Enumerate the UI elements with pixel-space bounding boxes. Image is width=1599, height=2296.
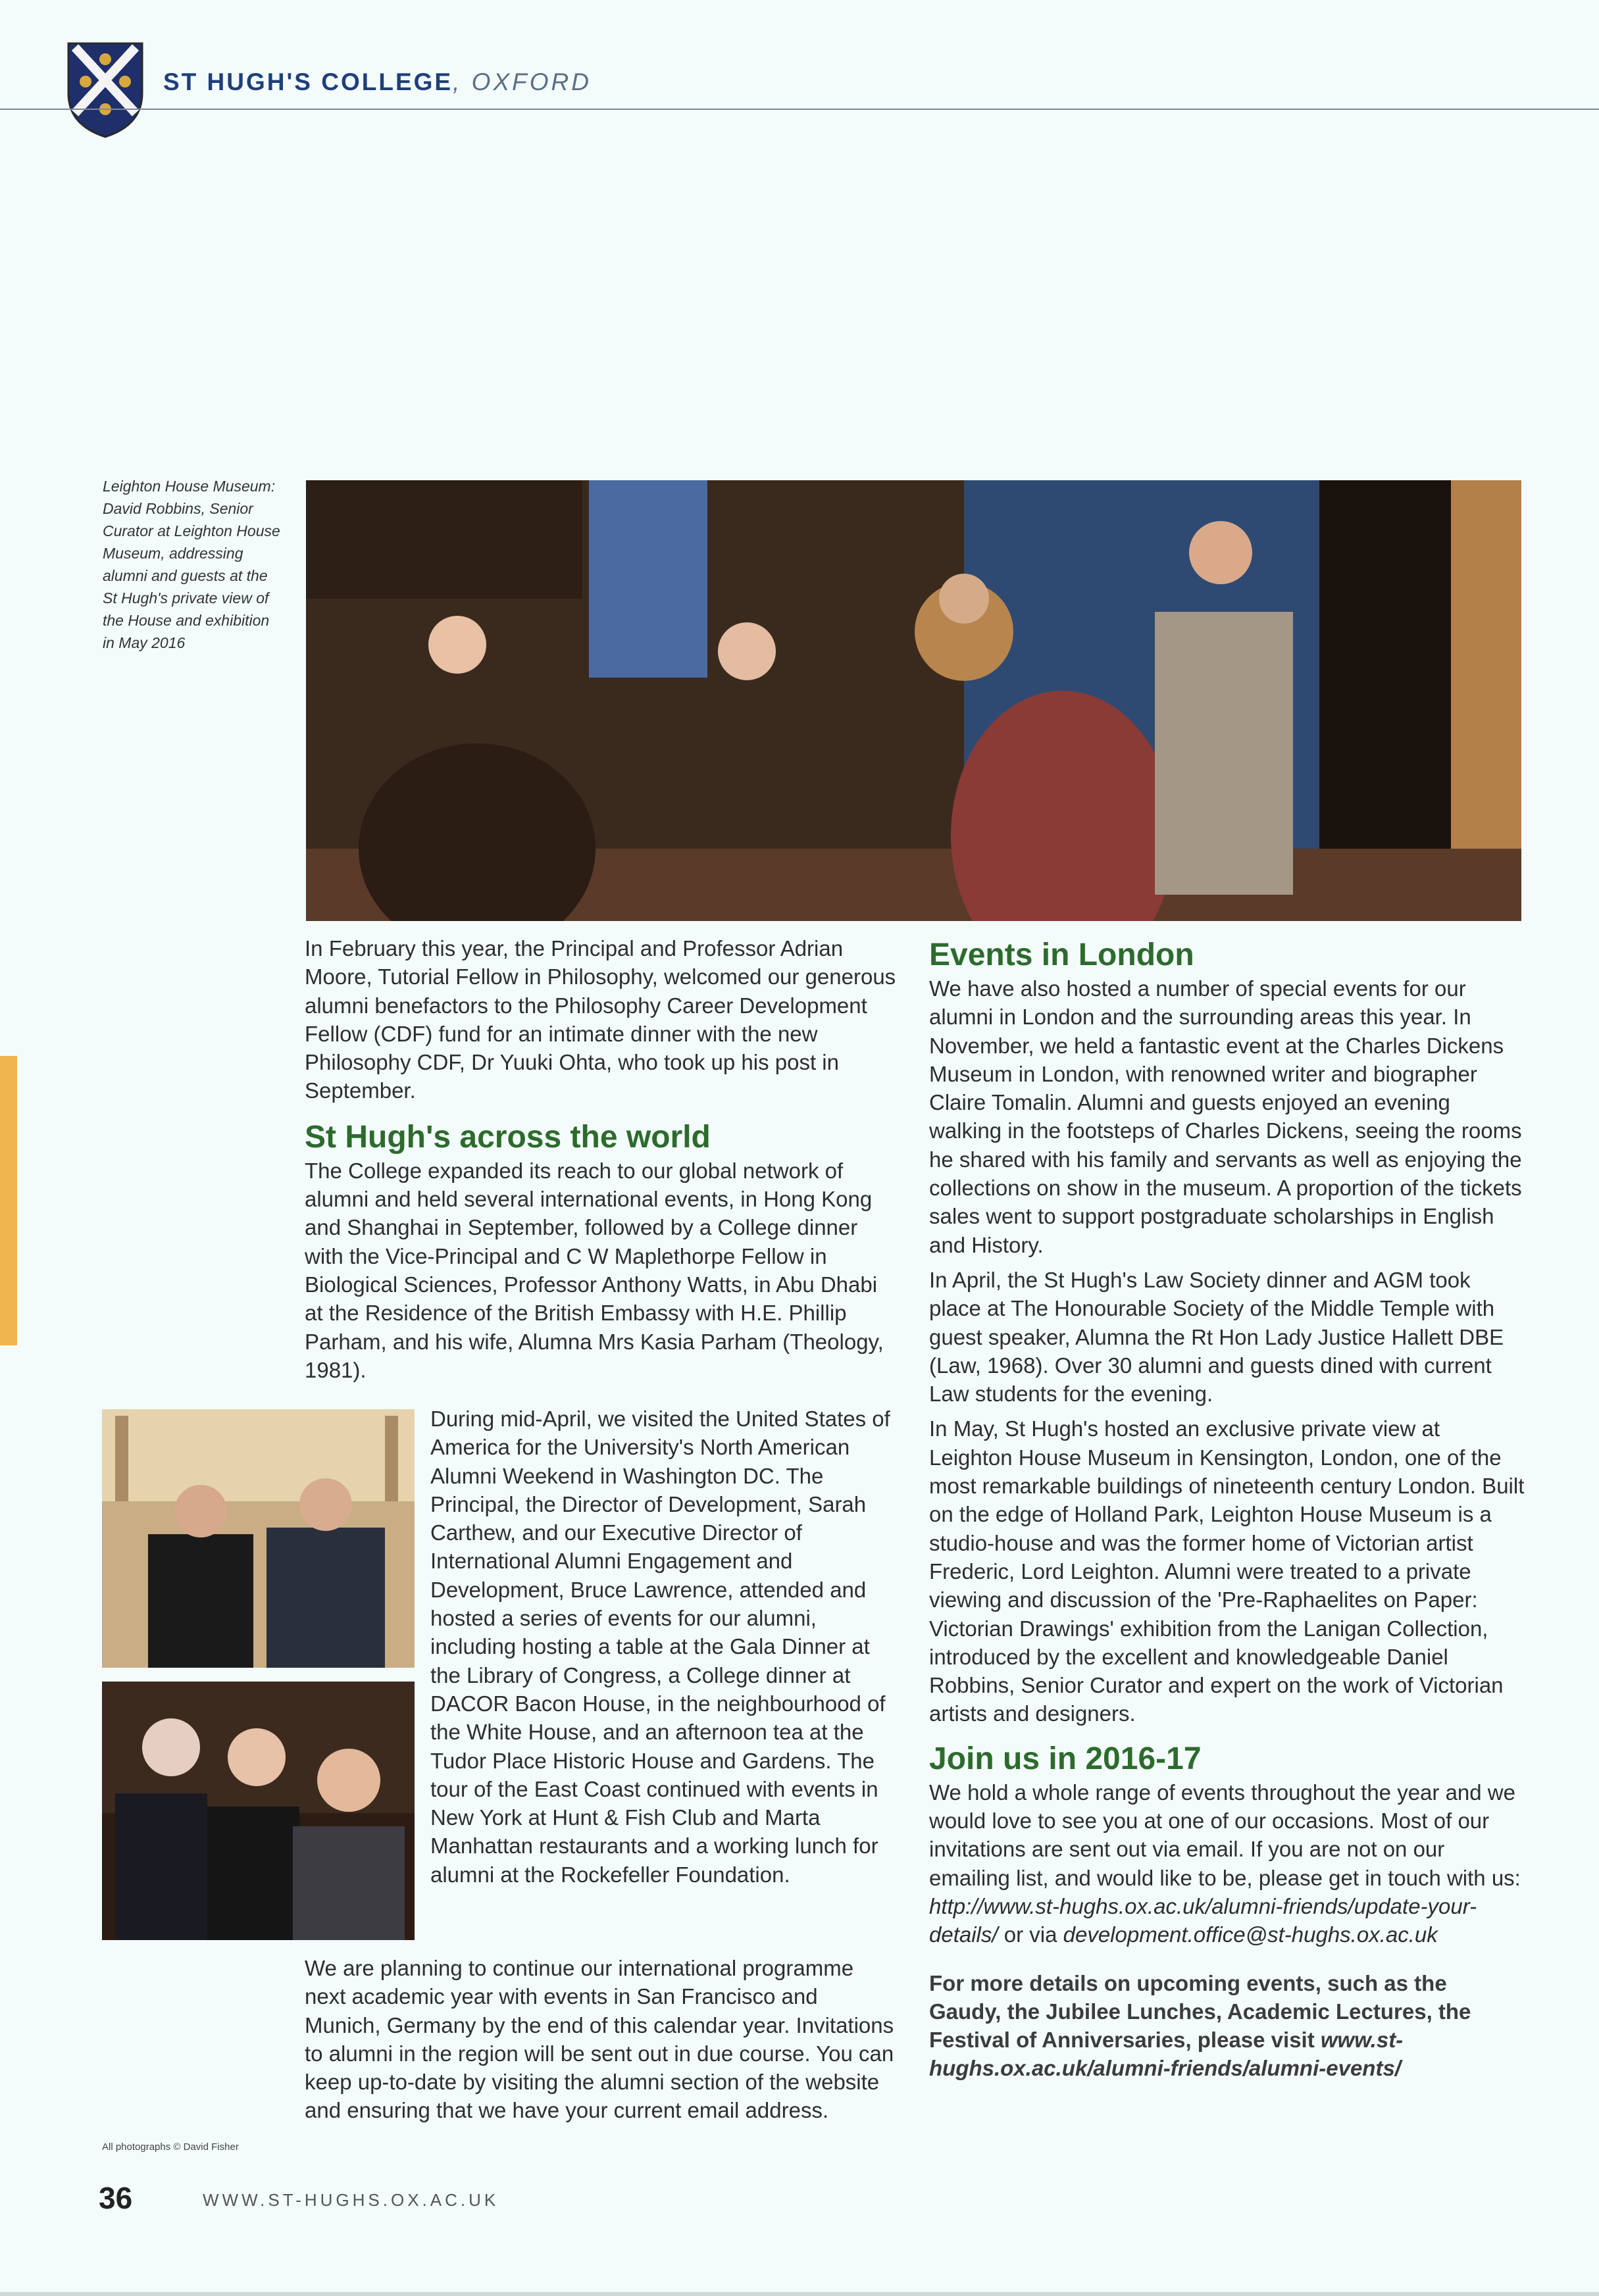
- left-column: [305, 934, 897, 1384]
- footer-url[interactable]: WWW.ST-HUGHS.OX.AC.UK: [203, 2190, 499, 2210]
- bottom-edge: [0, 2292, 1599, 2296]
- leighton-house-photo: [306, 480, 1521, 921]
- section-heading-london: Events in London: [929, 937, 1194, 972]
- photo-caption: Leighton House Museum: David Robbins, Senior Curator at Leighton House Museum, addressing alumni and guests at the St Hugh's private view of the House and exhibition in May 2016: [103, 478, 280, 651]
- plans-paragraph: We are planning to continue our international programme next academic year with events in San Francisco and Munich, Germany by the end of this calendar year. Invitations to alumni in the region will be sent out in due course. You can keep up-to-date by visiting the alumni section of the website and ensuring that we have your current email address.: [305, 1956, 894, 2123]
- cta-text: For more details on upcoming events, such as the Gaudy, the Jubilee Lunches, Academic Lectures, the Festival of Anniversaries, please visit: [929, 1970, 1471, 2053]
- photo-credit: All photographs © David Fisher: [102, 2141, 239, 2153]
- london-paragraph-1: We have also hosted a number of special events for our alumni in London and the surrounding areas this year. In November, we held a fantastic event at the Charles Dickens Museum in London, with renowned writer and biographer Claire Tomalin. Alumni and guests enjoyed an evening walking in the footsteps of Charles Dickens, seeing the rooms he shared with his family and servants as well as enjoying the collections on show in the museum. A proportion of the tickets sales went to support postgraduate scholarships in English and History.: [929, 976, 1522, 1257]
- world-paragraph: The College expanded its reach to our global network of alumni and held several international events, in Hong Kong and Shanghai in September, followed by a College dinner with the Vice-Principal and C W Maplethorpe Fellow in Biological Sciences, Professor Anthony Watts, in Abu Dhabi at the Residence of the British Embassy with H.E. Phillip Parham, and his wife, Alumna Mrs Kasia Parham (Theology, 1981).: [305, 1158, 884, 1382]
- section-heading-world: St Hugh's across the world: [305, 1119, 711, 1155]
- join-text: We hold a whole range of events throughout the year and we would love to see you at one of our occasions. Most of our invitations are sent out via email. If you are not on our emailing list, and would like to be, please get in touch with us:: [929, 1780, 1521, 1890]
- development-email-link[interactable]: development.office@st-hughs.ox.ac.uk: [1063, 1922, 1438, 1947]
- events-cta: [929, 1969, 1525, 2083]
- us-column: [430, 1405, 898, 1889]
- join-or-text: or via: [998, 1922, 1063, 1947]
- right-column: [929, 936, 1525, 2083]
- new-york-photo: [102, 1682, 415, 1940]
- london-paragraph-3: In May, St Hugh's hosted an exclusive private view at Leighton House Museum in Kensington, London, one of the most remarkable buildings of nineteenth century London. Built on the edge of Holland Park, Leighton House Museum is a studio-house and was the former home of Victorian artist Frederic, Lord Leighton. Alumni were treated to a private viewing and discussion of the 'Pre-Raphaelites on Paper: Victorian Drawings' exhibition from the Lanigan Collection, introduced by the excellent and knowledgeable Daniel Robbins, Senior Curator and expert on the work of Victorian artists and designers.: [929, 1416, 1525, 1726]
- college-title: [163, 68, 592, 96]
- washington-photo: [102, 1409, 415, 1668]
- alumni-events-link[interactable]: www.st-hughs.ox.ac.uk/alumni-friends/alumni-events/: [929, 2028, 1404, 2081]
- join-paragraph: [929, 1778, 1525, 1949]
- college-name: ST HUGH'S COLLEGE: [163, 68, 453, 95]
- college-crest-icon: [66, 41, 145, 139]
- accent-bar: [0, 1056, 17, 1345]
- update-details-link[interactable]: http://www.st-hughs.ox.ac.uk/alumni-friends/update-your-details/: [929, 1893, 1477, 1947]
- section-heading-join: Join us in 2016-17: [929, 1741, 1202, 1776]
- plans-column: [305, 1954, 897, 2125]
- intro-paragraph: In February this year, the Principal and Professor Adrian Moore, Tutorial Fellow in Philosophy, welcomed our generous alumni benefactors to the Philosophy Career Development Fellow (CDF) fund for an intimate dinner with the new Philosophy CDF, Dr Yuuki Ohta, who took up his post in September.: [305, 936, 896, 1103]
- college-city: , OXFORD: [453, 68, 592, 95]
- london-paragraph-2: In April, the St Hugh's Law Society dinner and AGM took place at The Honourable Society of the Middle Temple with guest speaker, Alumna the Rt Hon Lady Justice Hallett DBE (Law, 1968). Over 30 alumni and guests dined with current Law students for the evening.: [929, 1267, 1504, 1407]
- header-rule: [0, 109, 1599, 110]
- us-paragraph: During mid-April, we visited the United States of America for the University's North American Alumni Weekend in Washington DC. The Principal, the Director of Development, Sarah Carthew, and our Executive Director of International Alumni Engagement and Development, Bruce Lawrence, attended and hosted a series of events for our alumni, including hosting a table at the Gala Dinner at the Library of Congress, a College dinner at DACOR Bacon House, in the neighbourhood of the White House, and an afternoon tea at the Tudor Place Historic House and Gardens. The tour of the East Coast continued with events in New York at Hunt & Fish Club and Marta Manhattan restaurants and a working lunch for alumni at the Rockefeller Foundation.: [430, 1407, 890, 1887]
- page-number: 36: [99, 2181, 133, 2215]
